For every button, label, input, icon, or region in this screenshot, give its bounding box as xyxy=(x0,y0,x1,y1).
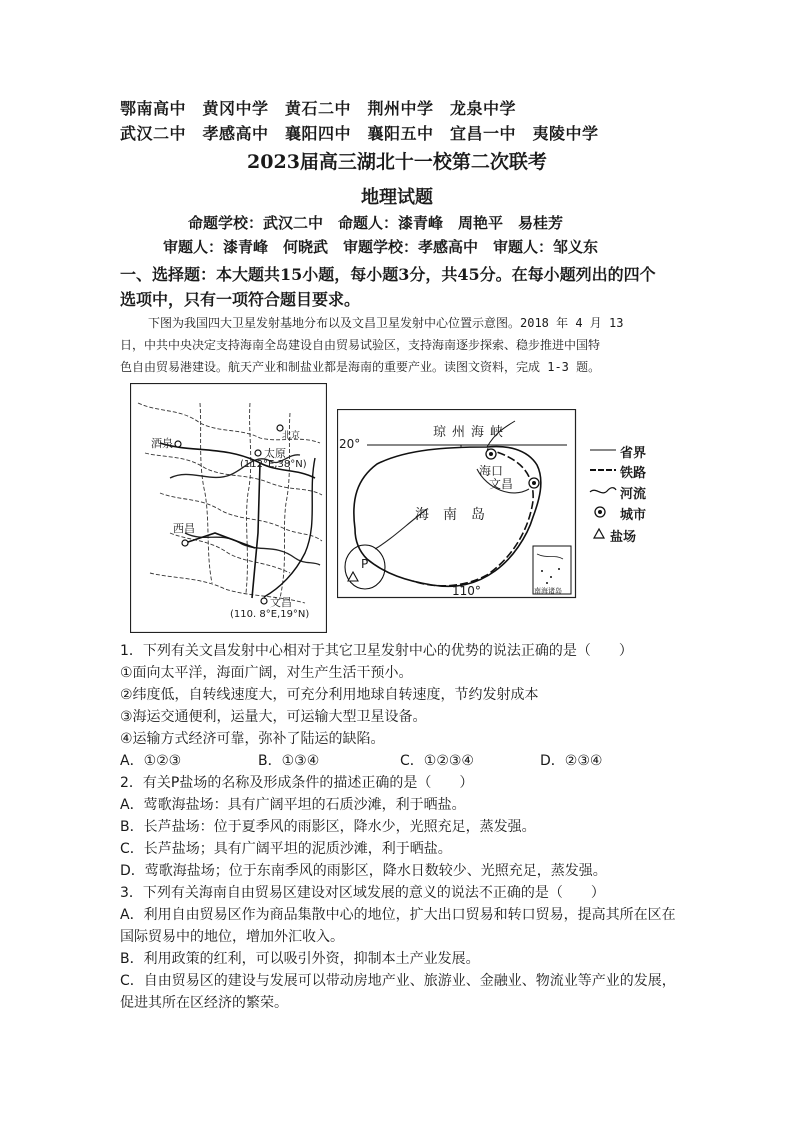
label-p-saltfield: P xyxy=(361,557,369,571)
label-south-china-sea-inset: 南海诸岛 xyxy=(534,587,562,595)
intro-line-3: 色自由贸易港建设。航天产业和制盐业都是海南的重要产业。读图文资料，完成 1-3 题。 xyxy=(120,360,601,374)
legend-boundary-label: 省界 xyxy=(620,446,647,461)
section-heading-line-1: 一、选择题：本大题共15小题，每小题3分，共45分。在每小题列出的四个 xyxy=(120,265,656,284)
label-xichang: 西昌 xyxy=(173,522,195,535)
legend-saltfield-icon xyxy=(594,529,604,538)
label-qiongzhou-strait: 琼州海峡 xyxy=(433,425,510,440)
label-hainan-island: 海南岛 xyxy=(415,507,499,523)
china-map-graphic xyxy=(130,383,327,633)
q3-option-b: B．利用政策的红利，可以吸引外资，抑制本土产业发展。 xyxy=(120,951,480,967)
q1-option-a: A．①②③ xyxy=(120,753,182,769)
schools-line-1: 鄂南高中 黄冈中学 黄石二中 荆州中学 龙泉中学 xyxy=(120,99,517,118)
legend-railway-label: 铁路 xyxy=(620,466,647,481)
proposition-info: 命题学校：武汉二中 命题人：漆青峰 周艳平 易桂芳 xyxy=(188,214,564,232)
q1-statement-3: ③海运交通便利，运量大，可运输大型卫星设备。 xyxy=(120,709,427,725)
label-wenchang: 文昌 xyxy=(270,596,292,609)
intro-line-2: 日，中共中央决定支持海南全岛建设自由贸易试验区，支持海南逐步探索、稳步推进中国特 xyxy=(120,338,601,352)
map-legend xyxy=(588,442,668,552)
label-taiyuan-coord: (112°E,38°N) xyxy=(240,459,307,470)
q1-stem: 1．下列有关文昌发射中心相对于其它卫星发射中心的优势的说法正确的是（ ） xyxy=(120,643,633,659)
q2-stem: 2．有关P盐场的名称及形成条件的描述正确的是（ ） xyxy=(120,775,474,791)
label-beijing: 北京 xyxy=(282,431,301,441)
q1-option-d: D．②③④ xyxy=(540,753,603,769)
subject-title: 地理试题 xyxy=(361,187,433,208)
exam-title: 2023届高三湖北十一校第二次联考 xyxy=(247,151,547,173)
legend-city-label: 城市 xyxy=(620,508,647,523)
intro-line-1: 下图为我国四大卫星发射基地分布以及文昌卫星发射中心位置示意图。2018 年 4 月 13 xyxy=(148,316,624,330)
schools-line-2: 武汉二中 孝感高中 襄阳四中 襄阳五中 宜昌一中 夷陵中学 xyxy=(120,124,599,143)
review-info: 审题人：漆青峰 何晓武 审题学校：孝感高中 审题人：邹义东 xyxy=(163,238,599,256)
q3-stem: 3．下列有关海南自由贸易区建设对区域发展的意义的说法不正确的是（ ） xyxy=(120,885,605,901)
legend-river-icon xyxy=(590,488,616,493)
china-launch-sites-map xyxy=(130,383,327,633)
q1-statement-1: ①面向太平洋，海面广阔，对生产生活干预小。 xyxy=(120,665,413,681)
label-lon-110: 110° xyxy=(452,584,481,598)
label-wenchang-coord: (110. 8°E,19°N) xyxy=(230,609,310,620)
q3-option-c-line-2: 促进其所在区经济的繁荣。 xyxy=(120,995,288,1011)
legend-river-label: 河流 xyxy=(620,487,647,502)
label-wenchang-hainan: 文昌 xyxy=(489,477,514,491)
q1-option-c: C．①②③④ xyxy=(400,753,474,769)
hainan-map xyxy=(337,409,577,599)
label-lat-20: 20° xyxy=(339,437,361,451)
legend-saltfield-label: 盐场 xyxy=(610,530,637,545)
q1-statement-2: ②纬度低，自转线速度大，可充分利用地球自转速度，节约发射成本 xyxy=(120,687,539,703)
q2-option-b: B．长芦盐场：位于夏季风的雨影区，降水少，光照充足，蒸发强。 xyxy=(120,819,536,835)
q3-option-c-line-1: C．自由贸易区的建设与发展可以带动房地产业、旅游业、金融业、物流业等产业的发展， xyxy=(120,973,676,989)
q3-option-a-line-1: A．利用自由贸易区作为商品集散中心的地位，扩大出口贸易和转口贸易，提高其所在区在 xyxy=(120,907,676,923)
q2-option-d: D．莺歌海盐场；位于东南季风的雨影区，降水日数较少、光照充足，蒸发强。 xyxy=(120,863,607,879)
q1-option-b: B．①③④ xyxy=(258,753,320,769)
label-haikou: 海口 xyxy=(479,464,504,478)
q3-option-a-line-2: 国际贸易中的地位，增加外汇收入。 xyxy=(120,929,344,945)
section-heading-line-2: 选项中，只有一项符合题目要求。 xyxy=(120,290,361,309)
label-jiuquan: 酒泉 xyxy=(151,437,173,450)
label-taiyuan: 太原 xyxy=(264,447,286,460)
q2-option-a: A．莺歌海盐场：具有广阔平坦的石质沙滩，利于晒盐。 xyxy=(120,797,466,813)
q1-statement-4: ④运输方式经济可靠，弥补了陆运的缺陷。 xyxy=(120,731,385,747)
q2-option-c: C．长芦盐场；具有广阔平坦的泥质沙滩，利于晒盐。 xyxy=(120,841,452,857)
